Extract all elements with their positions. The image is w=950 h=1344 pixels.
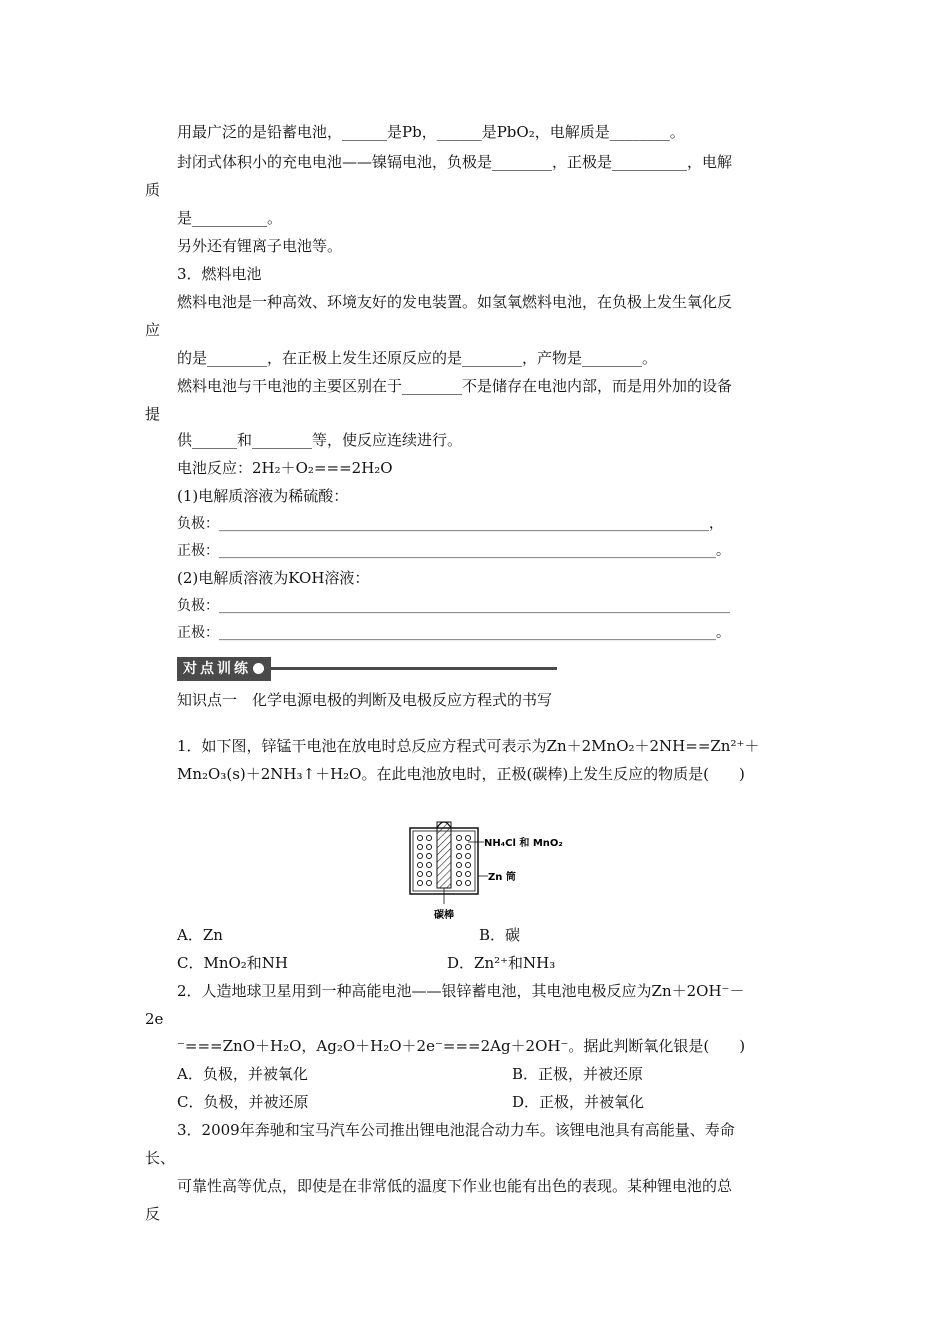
carbon-rod <box>437 822 451 888</box>
text-line: 应 <box>145 321 161 339</box>
knowledge-point-title: 知识点一 化学电源电极的判断及电极反应方程式的书写 <box>177 691 553 709</box>
text-line: 封闭式体积小的充电电池——镍镉电池，负极是________，正极是__________，电解 <box>177 153 733 171</box>
option-d: D．Zn²⁺和NH₃ <box>447 954 556 972</box>
equation-line: 电池反应：2H₂＋O₂===2H₂O <box>177 459 393 477</box>
cell-diagram-svg <box>408 820 578 924</box>
question-3-stem: 长、 <box>145 1149 176 1167</box>
question-3-stem: 3．2009年奔驰和宝马汽车公司推出锂电池混合动力车。该锂电池具有高能量、寿命 <box>177 1121 735 1139</box>
option-a: A．负极，并被氧化 <box>177 1065 308 1083</box>
question-1-stem: 1．如下图，锌锰干电池在放电时总反应方程式可表示为Zn＋2MnO₂＋2NH==Zn²⁺＋ <box>177 737 760 755</box>
text-line: (1)电解质溶液为稀硫酸： <box>177 487 349 505</box>
option-b: B．正极，并被还原 <box>512 1065 644 1083</box>
text-line: 用最广泛的是铅蓄电池，______是Pb，______是PbO₂，电解质是________。 <box>177 123 685 141</box>
option-a: A．Zn <box>177 926 223 944</box>
banner-rule <box>271 667 557 670</box>
text-line: (2)电解质溶液为KOH溶液： <box>177 569 370 587</box>
question-3-stem: 反 <box>145 1205 161 1223</box>
option-c: C．负极，并被还原 <box>177 1093 309 1111</box>
question-2-stem: 2．人造地球卫星用到一种高能电池——银锌蓄电池，其电池电极反应为Zn＋2OH⁻－ <box>177 982 745 1000</box>
zinc-manganese-cell-diagram <box>408 820 578 924</box>
text-line: 是__________。 <box>177 209 283 227</box>
text-line: 燃料电池是一种高效、环境友好的发电装置。如氢氧燃料电池，在负极上发生氧化反 <box>177 293 733 311</box>
answer-line: 负极：_________________________________________________________________________ <box>177 598 730 614</box>
section-banner <box>177 657 271 681</box>
text-line: 质 <box>145 181 161 199</box>
electrolyte-label: NH₄Cl 和 MnO₂ <box>484 838 563 849</box>
option-b: B．碳 <box>479 926 521 944</box>
banner-label: 对点训练 <box>183 661 251 677</box>
section-heading: 3．燃料电池 <box>177 265 262 283</box>
text-line: 提 <box>145 405 161 423</box>
answer-line: 正极：_______________________________________________________________________。 <box>177 543 730 559</box>
zinc-can-label: Zn 筒 <box>488 872 516 883</box>
option-c: C．MnO₂和NH <box>177 954 289 972</box>
text-line: 的是________，在正极上发生还原反应的是________，产物是________。 <box>177 349 658 367</box>
question-2-stem: ⁻===ZnO＋H₂O，Ag₂O＋H₂O＋2e⁻===2Ag＋2OH⁻。据此判断氧化银是( ) <box>177 1037 746 1055</box>
option-d: D．正极，并被氧化 <box>512 1093 645 1111</box>
question-3-stem: 可靠性高等优点，即使是在非常低的温度下作业也能有出色的表现。某种锂电池的总 <box>177 1177 733 1195</box>
text-line: 燃料电池与干电池的主要区别在于________不是储存在电池内部，而是用外加的设备 <box>177 377 733 395</box>
carbon-rod-label: 碳棒 <box>434 910 454 921</box>
answer-line: 正极：_______________________________________________________________________。 <box>177 625 730 641</box>
question-1-stem: Mn₂O₃(s)＋2NH₃↑＋H₂O。在此电池放电时，正极(碳棒)上发生反应的物质是( ) <box>177 765 745 783</box>
bullet-icon <box>253 663 264 674</box>
question-2-stem: 2e <box>145 1010 164 1028</box>
text-line: 另外还有锂离子电池等。 <box>177 237 343 255</box>
text-line: 供______和________等，使反应连续进行。 <box>177 431 463 449</box>
answer-line: 负极：______________________________________________________________________， <box>177 516 723 532</box>
